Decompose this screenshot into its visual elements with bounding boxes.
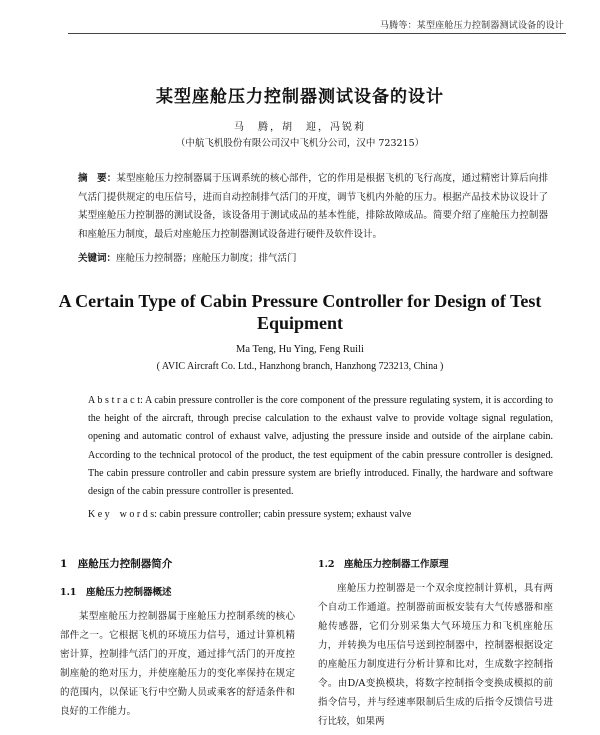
chinese-abstract-text: 某型座舱压力控制器属于压调系统的核心部件，它的作用是根据飞机的飞行高度，通过精密计算后向排气活门提供规定的电压信号，进而自动控制排气活门的开度，调节飞机内外舱的压力。根据产品技术协议设计了某型座舱压力控制器的测试设备，该设备用于测试成品的基本性能，排除故障成品。简要介绍了座舱压力控制器和座舱压力制度，最后对座舱压力控制器测试设备进行硬件及软件设计。	[78, 173, 548, 240]
english-authors: Ma Teng, Hu Ying, Feng Ruili	[236, 344, 364, 355]
english-abstract	[88, 392, 553, 501]
section-1-1-paragraph: 某型座舱压力控制器属于座舱压力控制系统的核心部件之一。它根据飞机的环境压力信号，通过计算机精密计算，控制排气活门的开度，通过排气活门的开度控制座舱的绝对压力，并使座舱压力的变化率保持在规定的范围内，以保证飞行中空勤人员或乘客的舒适条件和良好的工作能力。	[60, 611, 295, 717]
running-head: 马腾等：某型座舱压力控制器测试设备的设计	[379, 21, 564, 31]
english-affiliation: ( AVIC Aircraft Co. Ltd., Hanzhong branch, Hanzhong 723213, China )	[156, 361, 444, 372]
english-abstract-text: A cabin pressure controller is the core component of the pressure regulating system, it is according to the height of the aircraft, through precise calculation to the exhaust valve to provide voltage signal regulation, opening and automatic control of exhaust valve, adjusting the pressure inside and outside of the airplane cabin. According to the technical protocol of the product, the test equipment of the cabin pressure controller is designed. The cabin pressure controller and cabin pressure system are briefly introduced. Finally, the hardware and software design of the cabin pressure controller is presented.	[88, 395, 554, 498]
right-column	[318, 555, 553, 731]
chinese-title: 某型座舱压力控制器测试设备的设计	[156, 87, 444, 107]
chinese-authors: 马 腾，胡 迎，冯锐莉	[234, 122, 366, 133]
english-keywords-text: cabin pressure controller; cabin pressure system; exhaust valve	[159, 509, 412, 520]
chinese-affiliation: （中航飞机股份有限公司汉中飞机分公司，汉中 723215）	[175, 138, 425, 149]
chinese-abstract-label: 摘 要：	[78, 173, 117, 184]
section-1-heading: 1 座舱压力控制器简介	[60, 558, 173, 570]
english-keywords-label: K e y w o r d s:	[88, 509, 157, 520]
header-rule	[68, 33, 566, 34]
chinese-keywords-text: 座舱压力控制器；座舱压力制度；排气活门	[116, 253, 297, 264]
section-1-2-paragraph: 座舱压力控制器是一个双余度控制计算机，具有两个自动工作通道。控制器前面板安装有大气传感器和座舱传感器，它们分别采集大气环境压力和飞机座舱压力，并转换为电压信号送到控制器中，控制器根据设定的座舱压力制度进行分析计算和比对，生成数字控制指令。由D/A变换模块，将数字控制指令变换成模拟的前指令信号，并与经速率限制后生成的后指令反馈信号进行比较，如果两	[318, 583, 553, 727]
left-column	[60, 555, 295, 721]
english-keywords	[88, 505, 553, 520]
section-1-2-heading: 1.2 座舱压力控制器工作原理	[318, 559, 449, 570]
english-title: A Certain Type of Cabin Pressure Controller for Design of Test Equipment	[58, 291, 542, 333]
chinese-keywords-label: 关键词：	[78, 253, 117, 264]
chinese-keywords	[78, 250, 548, 268]
chinese-abstract	[78, 170, 548, 244]
section-1-1-heading: 1.1 座舱压力控制器概述	[60, 587, 172, 598]
english-abstract-label: A b s t r a c t:	[88, 395, 143, 406]
